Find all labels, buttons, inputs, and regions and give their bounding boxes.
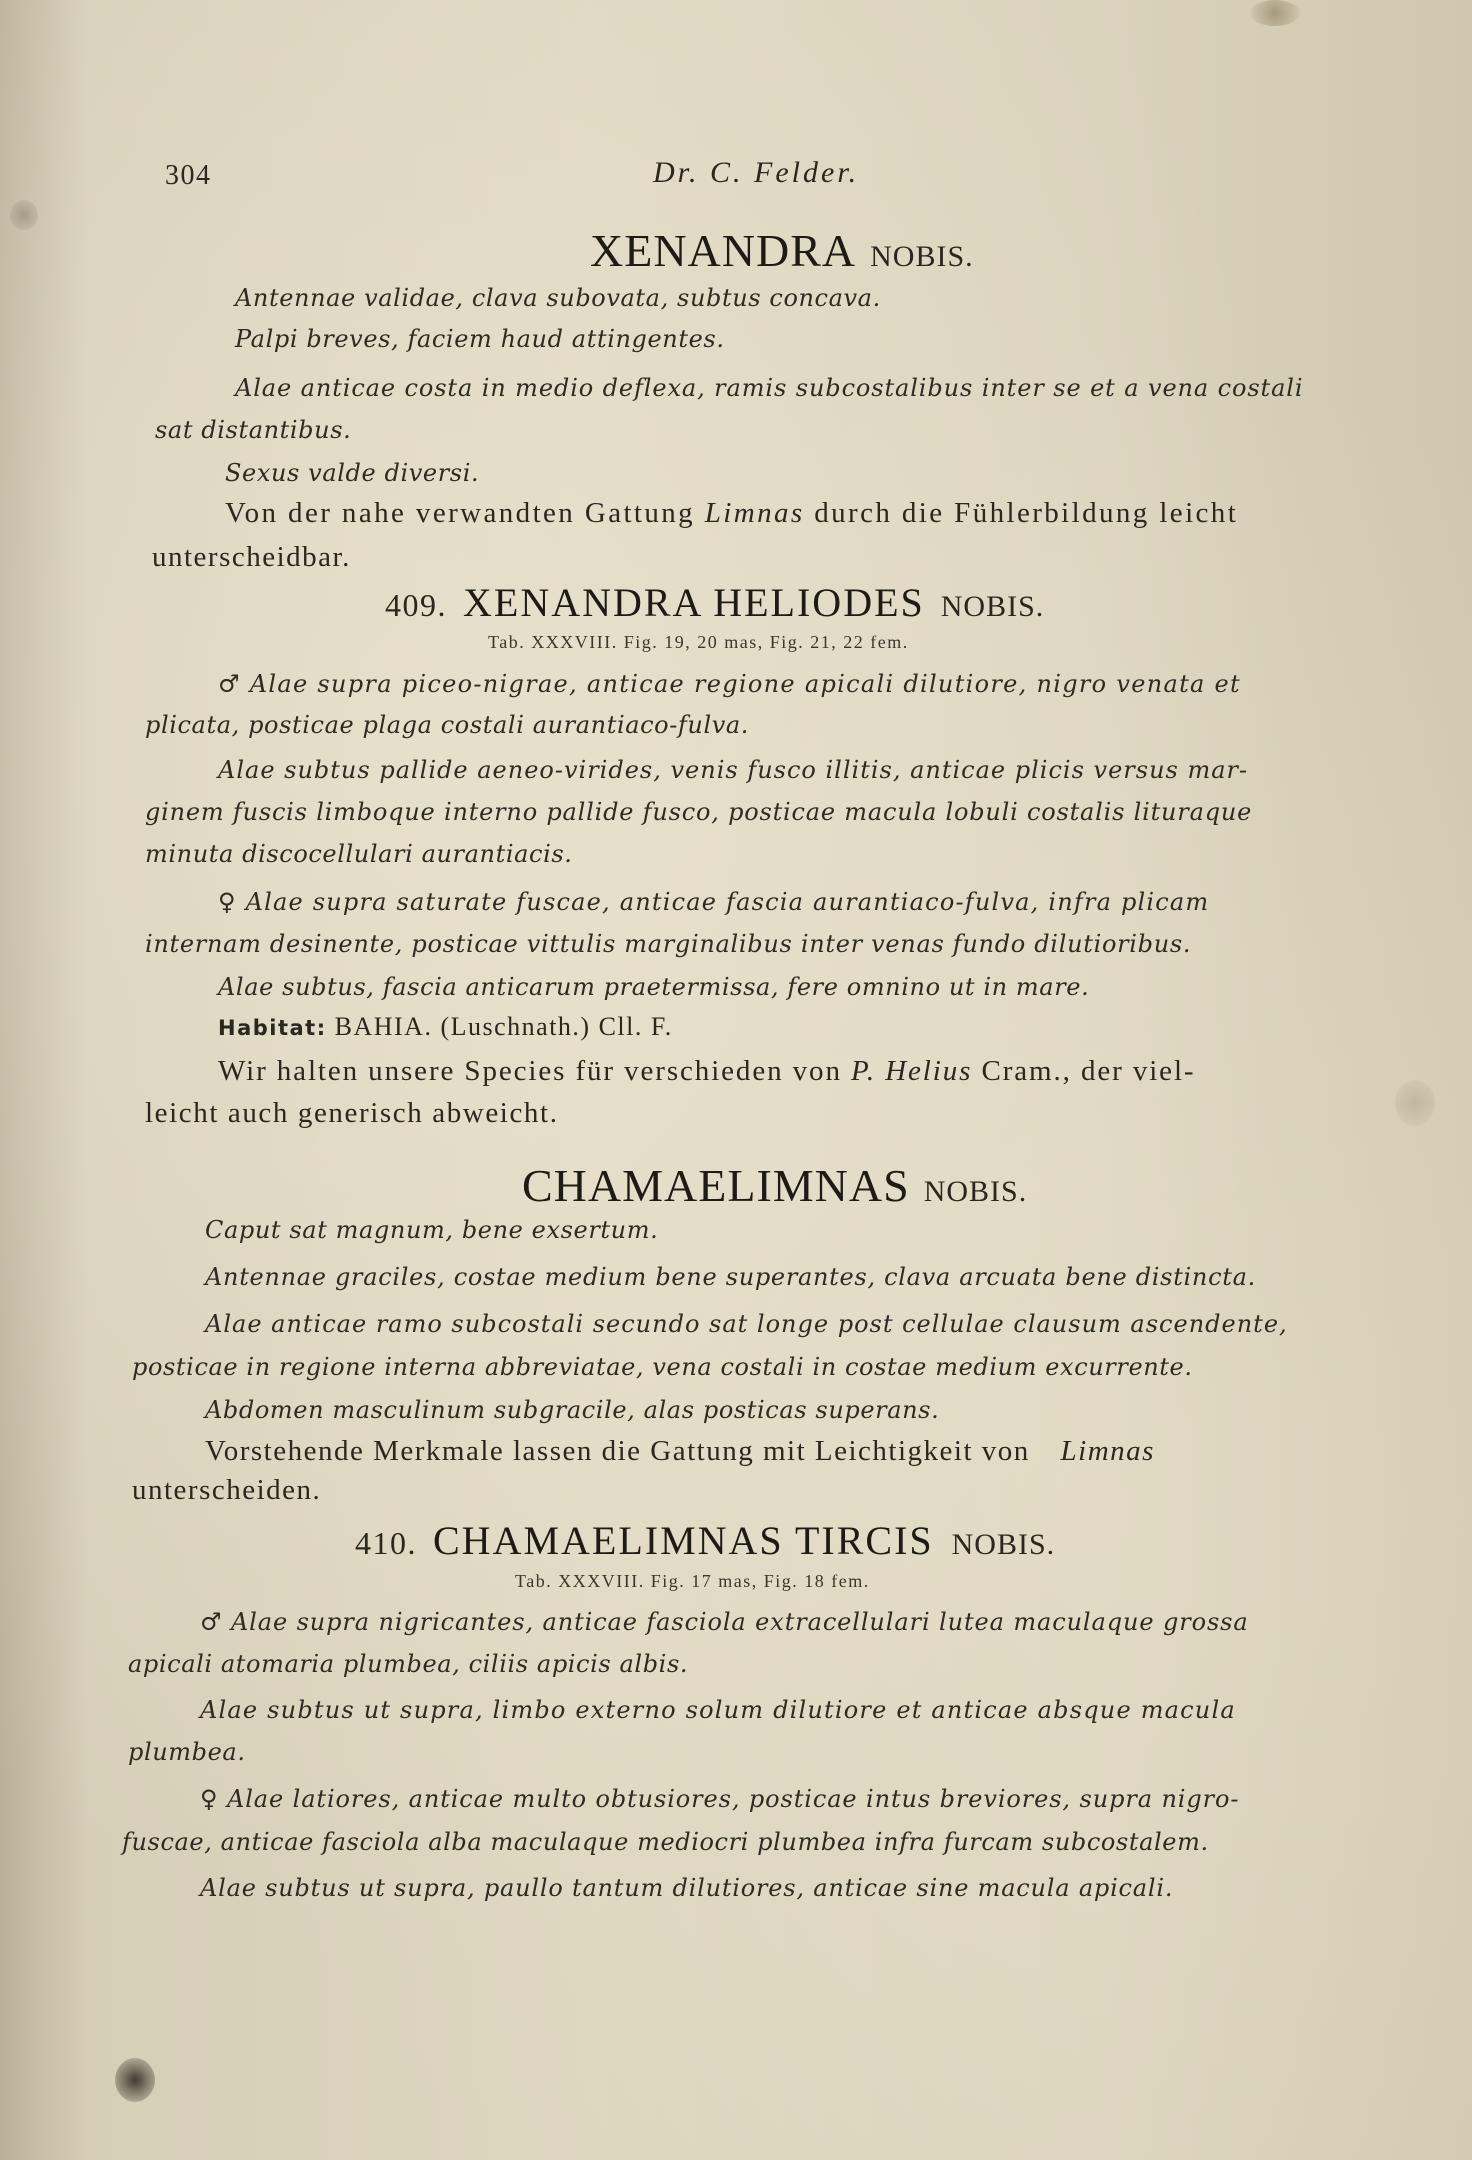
species-description-line: Alae subtus ut supra, limbo externo solum dilutiore et anticae absque macula (200, 1696, 1236, 1724)
genus-note: unterscheidbar. (152, 541, 351, 573)
species-note: leicht auch generisch abweicht. (145, 1097, 559, 1129)
genus-description-line: sat distantibus. (155, 416, 352, 444)
genus-author: NOBIS. (870, 240, 974, 273)
genus-note (205, 1437, 1155, 1466)
species-author: NOBIS. (951, 1528, 1056, 1561)
genus-description-line: Alae anticae ramo subcostali secundo sat longe post cellulae clausum ascendente, (205, 1310, 1288, 1338)
species-note-taxon: P. Helius (851, 1055, 973, 1087)
species-number: 409. (385, 587, 447, 623)
genus-description-line: Caput sat magnum, bene exsertum. (205, 1216, 659, 1244)
foxing-stain (1395, 1080, 1435, 1126)
species-note-text: Wir halten unsere Species für verschieden von (218, 1055, 852, 1087)
species-author: NOBIS. (940, 590, 1045, 623)
genus-description-line: Abdomen masculinum subgracile, alas posticas superans. (205, 1396, 940, 1424)
species-description-line: plicata, posticae plaga costali aurantiaco-fulva. (145, 711, 750, 739)
species-name: CHAMAELIMNAS TIRCIS (433, 1518, 934, 1563)
genus-description-line: Sexus valde diversi. (225, 459, 480, 487)
habitat-label: Habitat: (218, 1016, 327, 1040)
plate-reference: Tab. XXXVIII. Fig. 17 mas, Fig. 18 fem. (515, 1571, 870, 1591)
species-description-line: apicali atomaria plumbea, ciliis apicis albis. (128, 1650, 689, 1678)
species-number: 410. (355, 1525, 417, 1561)
running-title: Dr. C. Felder. (653, 156, 860, 189)
genus-description-line: posticae in regione interna abbreviatae, vena costali in costae medium excurrente. (132, 1353, 1193, 1381)
species-description-line: Alae subtus ut supra, paullo tantum dilutiores, anticae sine macula apicali. (200, 1874, 1174, 1902)
species-description-line: plumbea. (128, 1738, 246, 1766)
foxing-stain (1250, 0, 1300, 26)
genus-description-line: Palpi breves, faciem haud attingentes. (235, 325, 725, 353)
habitat-value: BAHIA. (Luschnath.) Cll. F. (326, 1012, 673, 1041)
genus-heading-chamaelimnas (522, 1160, 1028, 1211)
species-description-line: internam desinente, posticae vittulis marginalibus inter venas fundo dilutioribus. (145, 930, 1192, 958)
genus-name: XENANDRA (590, 225, 857, 276)
species-description-line: Alae subtus, fascia anticarum praetermissa, fere omnino ut in mare. (218, 973, 1090, 1001)
genus-note-taxon: Limnas (704, 497, 805, 529)
genus-note-text: Von der nahe verwandten Gattung (225, 497, 705, 529)
species-description-line: ♂ Alae supra nigricantes, anticae fasciola extracellulari lutea maculaque grossa (200, 1608, 1249, 1636)
species-heading-410 (355, 1518, 1056, 1563)
genus-note-text: durch die Fühlerbildung leicht (804, 497, 1239, 529)
genus-note (225, 499, 1238, 528)
species-note (218, 1057, 1195, 1086)
species-description-line: ginem fuscis limboque interno pallide fusco, posticae macula lobuli costalis lituraque (145, 798, 1253, 826)
genus-description-line: Antennae validae, clava subovata, subtus concava. (235, 284, 881, 312)
foxing-stain (10, 200, 38, 230)
plate-reference: Tab. XXXVIII. Fig. 19, 20 mas, Fig. 21, 22 fem. (488, 632, 909, 652)
genus-description-line: Alae anticae costa in medio deflexa, ramis subcostalibus inter se et a vena costali (235, 374, 1304, 402)
genus-heading-xenandra (590, 225, 974, 276)
foxing-stain (115, 2058, 155, 2102)
species-note-text: Cram., der viel- (972, 1055, 1196, 1087)
species-name: XENANDRA HELIODES (463, 580, 925, 625)
habitat-line (218, 1014, 673, 1040)
genus-note: unterscheiden. (132, 1474, 322, 1506)
species-description-line: ♀ Alae latiores, anticae multo obtusiores, posticae intus breviores, supra nigro- (200, 1785, 1240, 1813)
genus-author: NOBIS. (923, 1175, 1028, 1208)
species-description-line: minuta discocellulari aurantiacis. (145, 840, 573, 868)
species-description-line: ♀ Alae supra saturate fuscae, anticae fascia aurantiaco-fulva, infra plicam (218, 888, 1210, 916)
genus-note-text: Vorstehende Merkmale lassen die Gattung mit Leichtigkeit von (205, 1435, 1039, 1467)
species-heading-409 (385, 580, 1045, 625)
species-description-line: fuscae, anticae fasciola alba maculaque mediocri plumbea infra furcam subcostalem. (122, 1828, 1209, 1856)
genus-description-line: Antennae graciles, costae medium bene superantes, clava arcuata bene distincta. (205, 1263, 1256, 1291)
species-description-line: Alae subtus pallide aeneo-virides, venis fusco illitis, anticae plicis versus mar- (218, 756, 1249, 784)
page-number: 304 (165, 160, 212, 191)
genus-name: CHAMAELIMNAS (522, 1160, 910, 1211)
species-description-line: ♂ Alae supra piceo-nigrae, anticae regione apicali dilutiore, nigro venata et (218, 670, 1241, 698)
genus-note-taxon: Limnas (1060, 1435, 1155, 1467)
